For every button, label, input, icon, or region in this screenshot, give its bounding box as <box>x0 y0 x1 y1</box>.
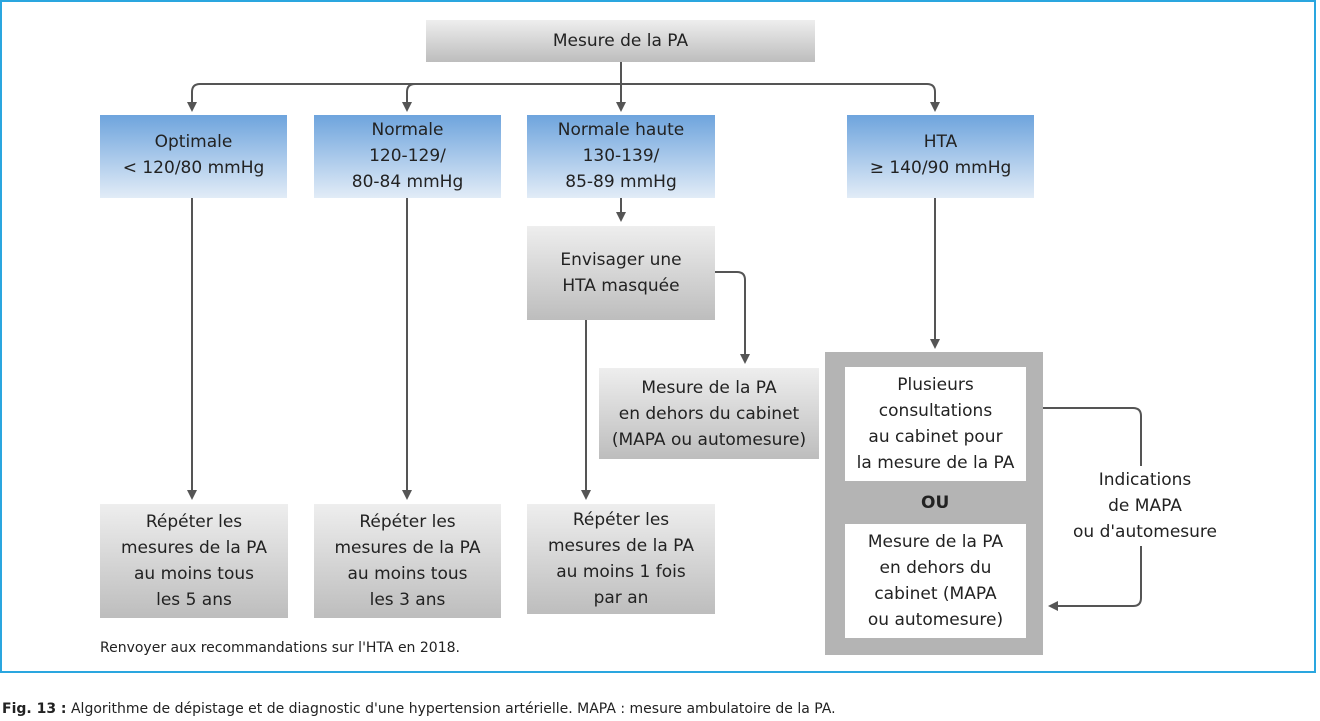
normale-haute-node <box>527 115 715 198</box>
figure-caption-text: Algorithme de dépistage et de diagnostic d'une hypertension artérielle. MAPA : mesure ambulatoire de la PA. <box>70 701 836 717</box>
indications-line-2: de MAPA <box>1108 496 1182 516</box>
repeter-5-line-2: mesures de la PA <box>121 538 267 558</box>
connector-indications-loop-top <box>1043 408 1141 466</box>
envisager-line-2: HTA masquée <box>562 276 680 296</box>
mesure-dehors-2-line-2: en dehors du <box>879 558 992 578</box>
hta-range: ≥ 140/90 mmHg <box>869 158 1012 178</box>
mesure-dehors-line-2: en dehors du cabinet <box>618 403 800 424</box>
mesure-dehors-2-line-1: Mesure de la PA <box>867 532 1004 552</box>
repeter-1-node <box>527 504 715 614</box>
repeter-1-line-4: par an <box>593 588 649 608</box>
optimale-title: Optimale <box>154 132 233 152</box>
plusieurs-line-2: consultations <box>878 401 993 421</box>
normale-title: Normale <box>371 120 444 140</box>
repeter-1-line-3: au moins 1 fois <box>556 562 686 582</box>
figure-caption <box>2 701 836 717</box>
mesure-dehors-2-line-4: ou automesure) <box>867 610 1004 630</box>
footnote: Renvoyer aux recommandations sur l'HTA en 2018. <box>100 640 460 656</box>
repeter-5-line-1: Répéter les <box>145 512 243 532</box>
plusieurs-line-3: au cabinet pour <box>868 427 1003 447</box>
mesure-dehors-2-node <box>845 524 1026 638</box>
repeter-5-node <box>100 504 288 618</box>
repeter-5-line-3: au moins tous <box>133 564 254 584</box>
root-node <box>426 20 815 62</box>
figure-caption-label: Fig. 13 : <box>2 701 67 717</box>
indications-line-3: ou d'automesure <box>1072 522 1218 542</box>
repeter-3-line-1: Répéter les <box>359 512 456 532</box>
repeter-3-node <box>314 504 501 618</box>
repeter-1-line-1: Répéter les <box>572 510 670 530</box>
repeter-3-line-2: mesures de la PA <box>334 538 481 558</box>
ou-label: OU <box>921 493 950 513</box>
mesure-dehors-line-3: (MAPA ou automesure) <box>611 429 807 450</box>
plusieurs-line-1: Plusieurs <box>897 375 974 395</box>
connector-root-to-hta <box>621 84 935 110</box>
normale-node <box>314 115 501 198</box>
normale-haute-range-1: 130-139/ <box>582 146 660 166</box>
indications-label <box>1060 467 1230 545</box>
plusieurs-consultations-node <box>845 367 1026 481</box>
mesure-dehors-line-1: Mesure de la PA <box>641 377 777 398</box>
optimale-node <box>100 115 287 198</box>
repeter-1-line-2: mesures de la PA <box>548 536 694 556</box>
repeter-3-line-3: au moins tous <box>347 564 468 584</box>
normale-range-1: 120-129/ <box>369 146 446 166</box>
optimale-range: < 120/80 mmHg <box>122 158 265 178</box>
mesure-dehors-node <box>599 368 819 459</box>
envisager-node <box>527 226 715 320</box>
normale-range-2: 80-84 mmHg <box>351 172 464 192</box>
envisager-line-1: Envisager une <box>560 250 682 270</box>
repeter-3-line-4: les 3 ans <box>369 590 446 610</box>
indications-line-1: Indications <box>1098 470 1192 490</box>
root-label: Mesure de la PA <box>552 31 689 51</box>
connector-envisager-to-mesure <box>715 272 745 362</box>
mesure-dehors-2-line-3: cabinet (MAPA <box>874 584 997 604</box>
normale-haute-title: Normale haute <box>557 120 685 140</box>
hta-node <box>847 115 1034 198</box>
repeter-5-line-4: les 5 ans <box>156 590 232 610</box>
hta-title: HTA <box>923 132 958 152</box>
plusieurs-line-4: la mesure de la PA <box>856 453 1015 473</box>
connector-root-to-normale <box>407 84 621 110</box>
normale-haute-range-2: 85-89 mmHg <box>565 172 677 192</box>
connector-indications-loop-bottom <box>1050 546 1141 606</box>
